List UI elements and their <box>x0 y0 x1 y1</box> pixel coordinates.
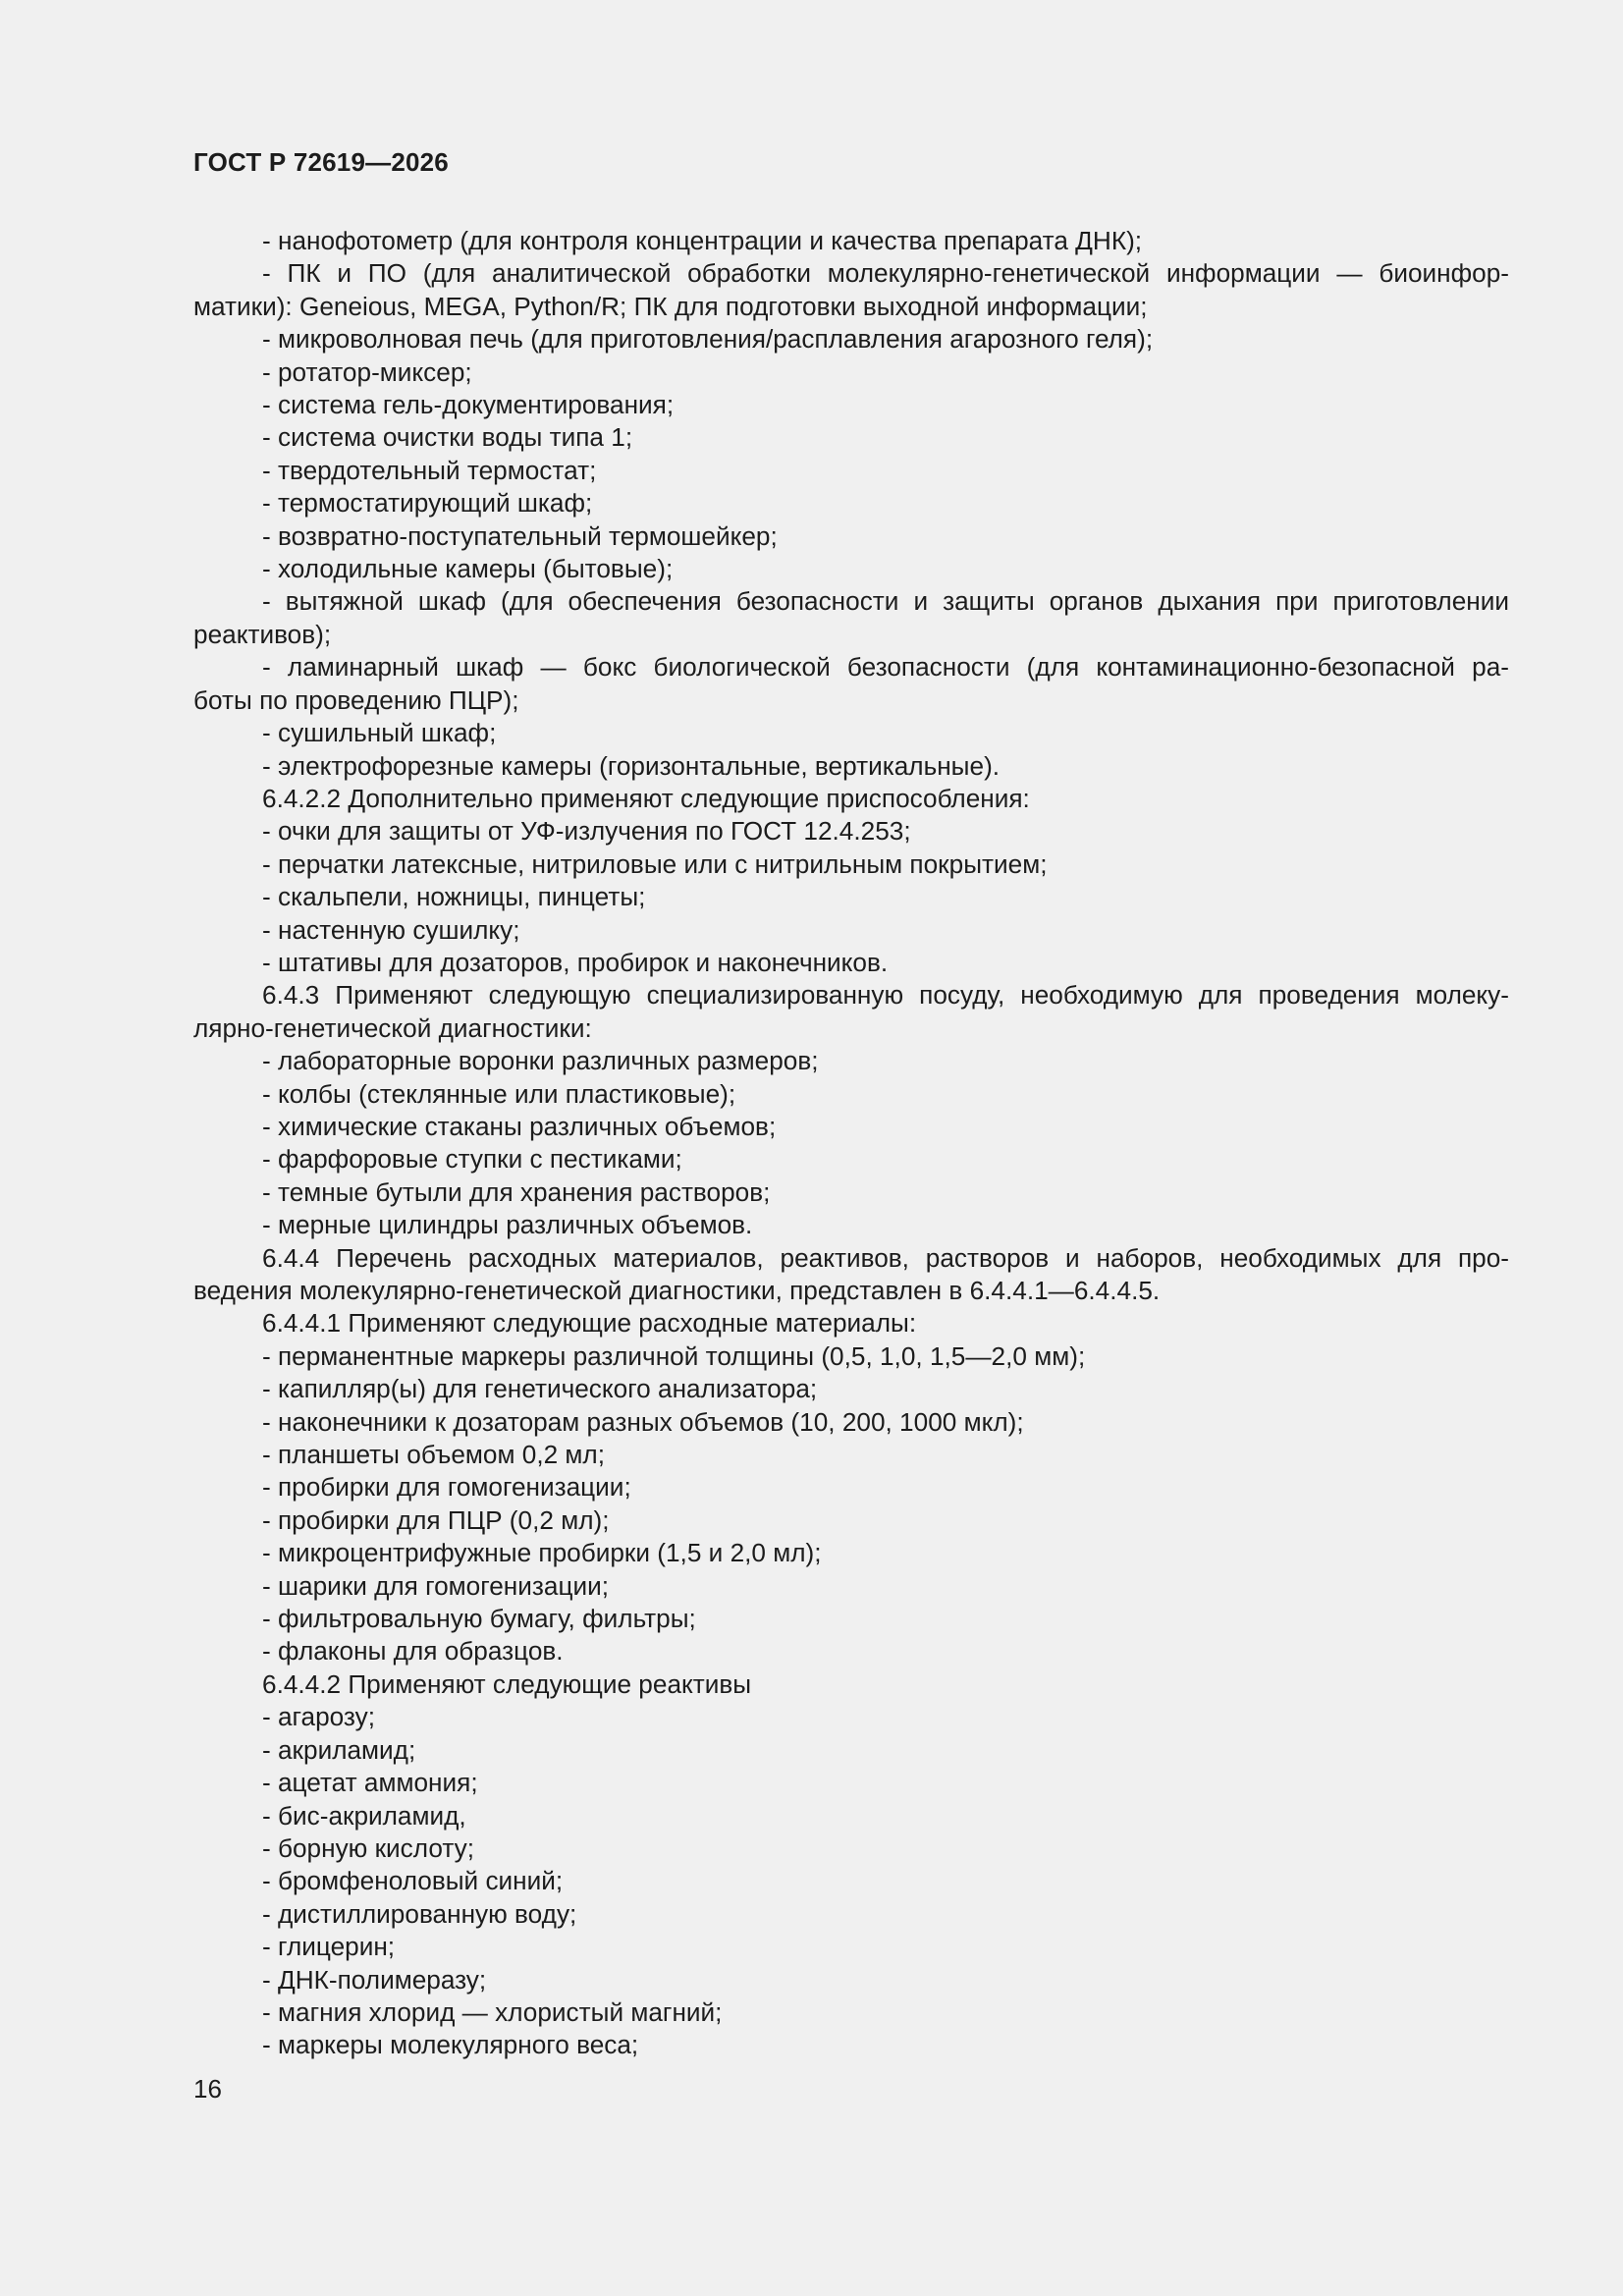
body-line: - колбы (стеклянные или пластиковые); <box>262 1078 736 1109</box>
body-line: 6.4.2.2 Дополнительно применяют следующие приспособления: <box>262 783 1030 813</box>
page-number: 16 <box>193 2074 222 2104</box>
body-line: - ДНК-полимеразу; <box>262 1964 487 1995</box>
body-line: ведения молекулярно-генетической диагностики, представлен в 6.4.4.1—6.4.4.5. <box>193 1276 1161 1305</box>
body-line: - скальпели, ножницы, пинцеты; <box>262 882 646 912</box>
body-line: - темные бутыли для хранения растворов; <box>262 1176 771 1207</box>
body-line: - капилляр(ы) для генетического анализатора; <box>262 1374 818 1404</box>
body-line: - бромфеноловый синий; <box>262 1866 564 1896</box>
body-line: - микроволновая печь (для приготовления/расплавления агарозного геля); <box>262 324 1154 355</box>
body-line: - перманентные маркеры различной толщины (0,5, 1,0, 1,5—2,0 мм); <box>262 1340 1086 1371</box>
body-line: реактивов); <box>193 619 332 649</box>
body-line: 6.4.4.2 Применяют следующие реактивы <box>262 1668 752 1699</box>
body-line: - очки для защиты от УФ-излучения по ГОСТ 12.4.253; <box>262 816 911 847</box>
body-line: 6.4.4.1 Применяют следующие расходные материалы: <box>262 1308 917 1339</box>
body-line: матики): Geneious, MEGA, Python/R; ПК для подготовки выходной информации; <box>193 291 1148 321</box>
body-line: - фильтровальную бумагу, фильтры; <box>262 1604 696 1634</box>
body-line: - акриламид; <box>262 1734 416 1765</box>
body-line: - магния хлорид — хлористый магний; <box>262 1996 723 2027</box>
body-line: - лабораторные воронки различных размеров; <box>262 1046 819 1076</box>
body-line: - бис-акриламид, <box>262 1800 466 1831</box>
body-line: - возвратно-поступательный термошейкер; <box>262 520 778 551</box>
body-line: боты по проведению ПЦР); <box>193 684 519 715</box>
document-header-title: ГОСТ Р 72619—2026 <box>193 147 449 177</box>
body-line: - вытяжной шкаф (для обеспечения безопасности и защиты органов дыхания при приготовлении <box>262 586 1509 617</box>
body-line: - ацетат аммония; <box>262 1768 478 1798</box>
body-line: - твердотельный термостат; <box>262 455 597 485</box>
body-line: - флаконы для образцов. <box>262 1636 564 1667</box>
body-line: - глицерин; <box>262 1932 396 1962</box>
body-line: - фарфоровые ступки с пестиками; <box>262 1144 682 1175</box>
body-line: - наконечники к дозаторам разных объемов (10, 200, 1000 мкл); <box>262 1406 1024 1437</box>
body-line: - борную кислоту; <box>262 1832 474 1863</box>
body-line: - электрофорезные камеры (горизонтальные, вертикальные). <box>262 750 1001 781</box>
body-line: - нанофотометр (для контроля концентрации и качества препарата ДНК); <box>262 226 1143 255</box>
body-line: 6.4.3 Применяют следующую специализированную посуду, необходимую для проведения молеку- <box>262 980 1509 1011</box>
body-line: - планшеты объемом 0,2 мл; <box>262 1440 605 1470</box>
body-line: - агарозу; <box>262 1702 376 1732</box>
body-line: - пробирки для гомогенизации; <box>262 1472 631 1503</box>
body-line: - штативы для дозаторов, пробирок и наконечников. <box>262 947 889 977</box>
body-line: - маркеры молекулярного веса; <box>262 2030 639 2060</box>
body-line: лярно-генетической диагностики: <box>193 1012 592 1043</box>
body-line: 6.4.4 Перечень расходных материалов, реактивов, растворов и наборов, необходимых для про- <box>262 1242 1509 1273</box>
body-line: - ПК и ПО (для аналитической обработки молекулярно-генетической информации — биоинфор- <box>262 258 1509 289</box>
body-line: - микроцентрифужные пробирки (1,5 и 2,0 мл); <box>262 1538 822 1568</box>
body-line: - мерные цилиндры различных объемов. <box>262 1210 753 1240</box>
body-line: - система гель-документирования; <box>262 390 675 420</box>
body-line: - перчатки латексные, нитриловые или с нитрильным покрытием; <box>262 848 1048 879</box>
body-line: - ротатор-миксер; <box>262 356 472 387</box>
body-line: - шарики для гомогенизации; <box>262 1570 609 1601</box>
body-line: - настенную сушилку; <box>262 914 520 945</box>
document-body <box>193 225 1509 2062</box>
body-line: - ламинарный шкаф — бокс биологической безопасности (для контаминационно-безопасной ра- <box>262 652 1509 683</box>
body-line: - холодильные камеры (бытовые); <box>262 554 674 584</box>
body-line: - сушильный шкаф; <box>262 718 497 748</box>
body-line: - система очистки воды типа 1; <box>262 422 633 453</box>
body-line: - термостатирующий шкаф; <box>262 488 593 519</box>
body-line: - химические стаканы различных объемов; <box>262 1111 777 1141</box>
body-line: - пробирки для ПЦР (0,2 мл); <box>262 1504 610 1535</box>
body-line: - дистиллированную воду; <box>262 1898 577 1929</box>
